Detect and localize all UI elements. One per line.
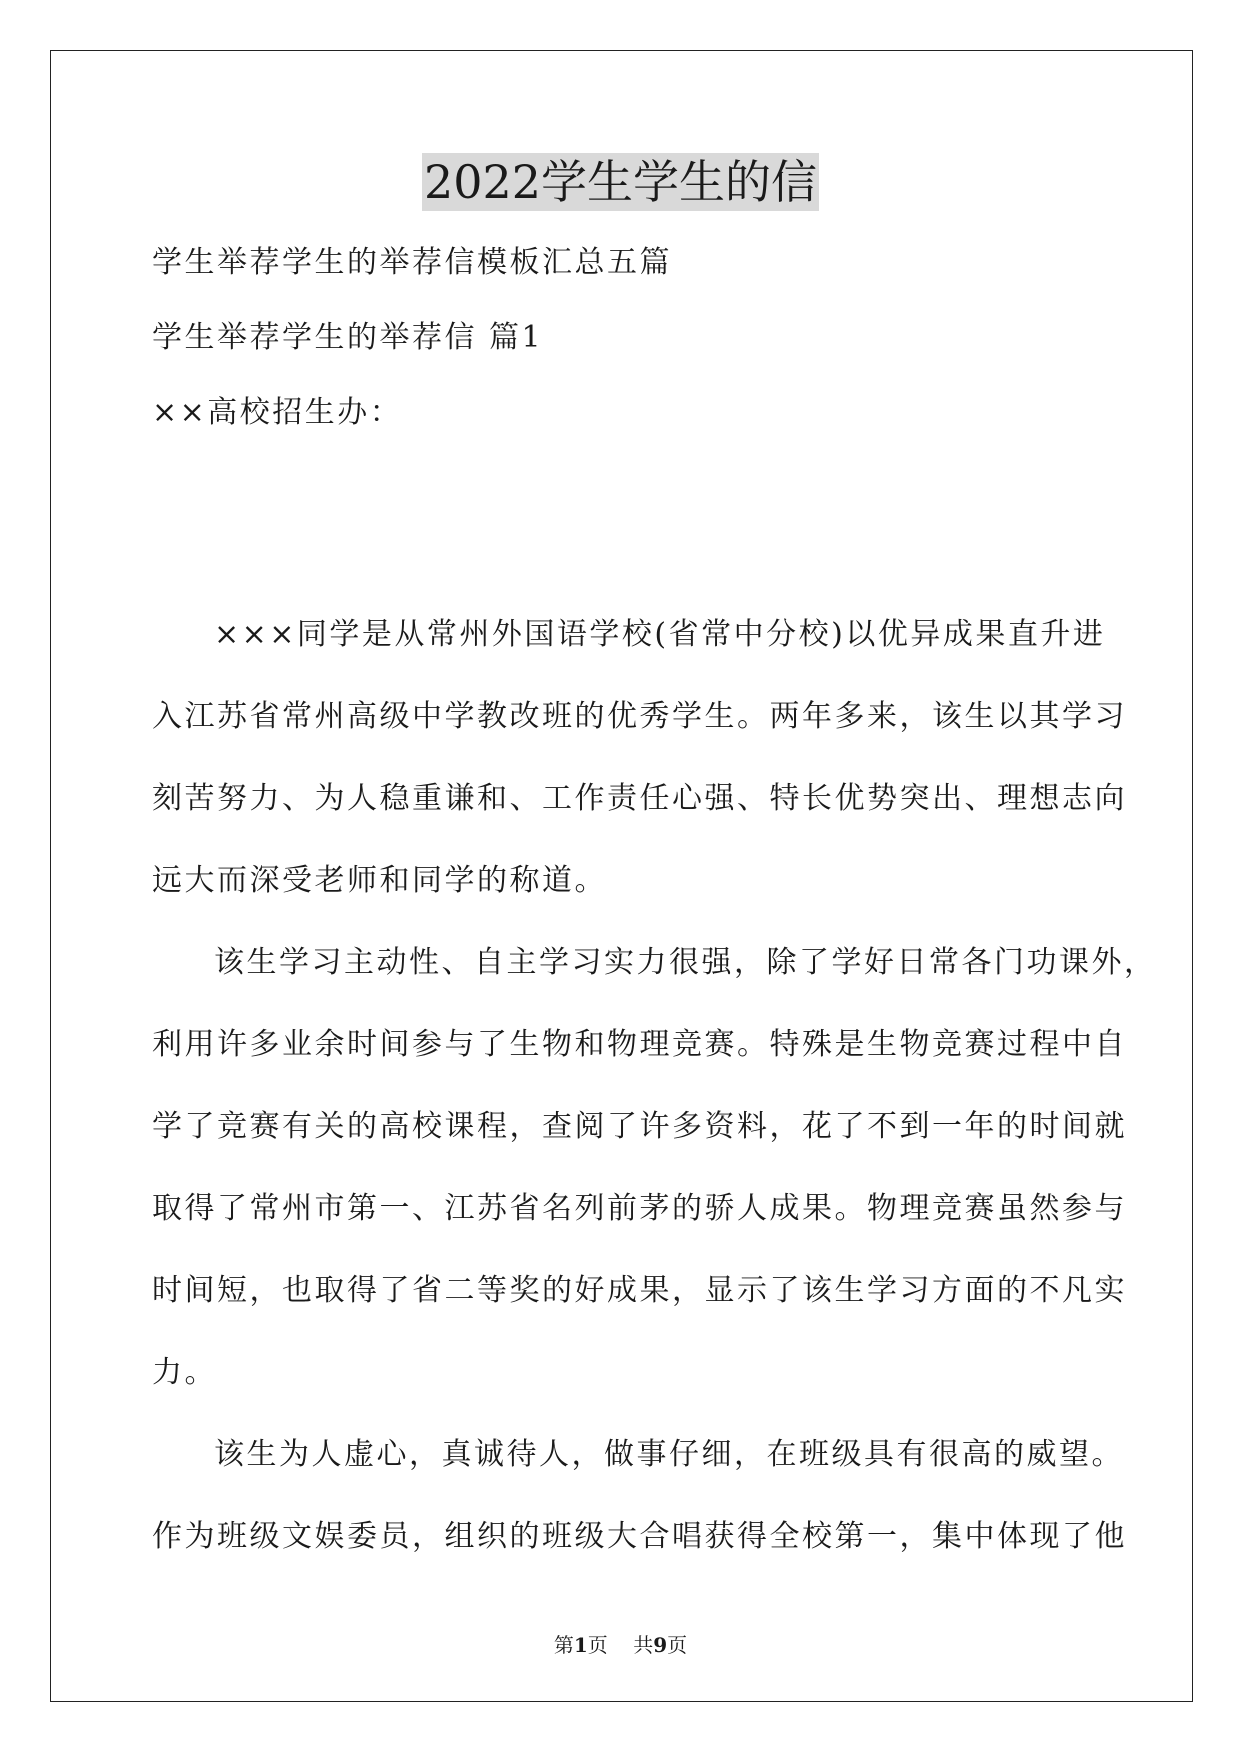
paragraph-line: 取得了常州市第一、江苏省名列前茅的骄人成果。物理竞赛虽然参与 xyxy=(152,1191,1127,1226)
paragraph-line: 刻苦努力、为人稳重谦和、工作责任心强、特长优势突出、理想志向 xyxy=(152,781,1127,816)
paragraph-line: 利用许多业余时间参与了生物和物理竞赛。特殊是生物竞赛过程中自 xyxy=(152,1027,1127,1062)
letter-body xyxy=(152,594,1157,1578)
paragraph-3 xyxy=(152,1414,1127,1578)
paragraph-line: ×××同学是从常州外国语学校(省常中分校)以优异成果直升进 xyxy=(214,617,1106,652)
document-title-text: 2022学生学生的信 xyxy=(423,155,818,209)
paragraph-line: 远大而深受老师和同学的称道。 xyxy=(152,863,607,898)
paragraph-line: 力。 xyxy=(152,1355,217,1390)
paragraph-line: 作为班级文娱委员，组织的班级大合唱获得全校第一，集中体现了他 xyxy=(152,1519,1127,1554)
paragraph-line: 学了竞赛有关的高校课程，查阅了许多资料，花了不到一年的时间就 xyxy=(152,1109,1127,1144)
section-heading: 学生举荐学生的举荐信 篇1 xyxy=(152,320,544,355)
paragraph-line: 该生学习主动性、自主学习实力很强，除了学好日常各门功课外， xyxy=(214,945,1157,980)
paragraph-2 xyxy=(152,922,1157,1414)
footer-page-prefix: 第 xyxy=(553,1633,574,1657)
footer-page-number: 1 xyxy=(573,1633,588,1657)
footer-total-pages: 9 xyxy=(653,1633,668,1657)
paragraph-line: 该生为人虚心，真诚待人，做事仔细，在班级具有很高的威望。 xyxy=(214,1437,1124,1472)
footer-total-prefix: 共 xyxy=(633,1633,654,1657)
salutation: ××高校招生办： xyxy=(152,395,403,430)
paragraph-1 xyxy=(152,594,1127,922)
paragraph-line: 时间短，也取得了省二等奖的好成果，显示了该生学习方面的不凡实 xyxy=(152,1273,1127,1308)
page-footer xyxy=(0,1632,1241,1658)
document-title xyxy=(0,154,1241,210)
footer-total-suffix: 页 xyxy=(667,1633,688,1657)
document-subtitle: 学生举荐学生的举荐信模板汇总五篇 xyxy=(152,245,672,280)
paragraph-line: 入江苏省常州高级中学教改班的优秀学生。两年多来，该生以其学习 xyxy=(152,699,1127,734)
footer-page-suffix: 页 xyxy=(587,1633,608,1657)
